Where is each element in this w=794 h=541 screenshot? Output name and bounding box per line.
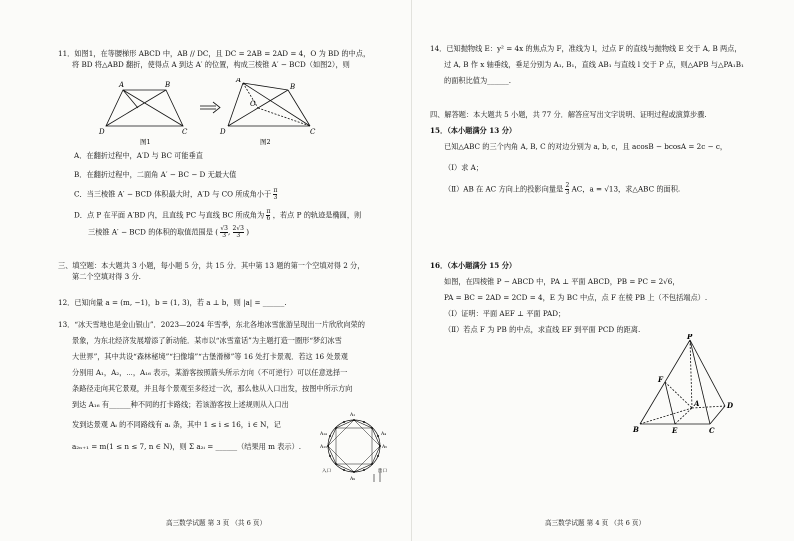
landmark-label-a1: A₁ [350, 413, 356, 418]
fig2-label-b: B [290, 83, 296, 91]
fig1-label-b: B [165, 81, 171, 89]
entrance-label: 入口 [322, 469, 331, 474]
q13-landmark-diagram [320, 408, 390, 486]
landmark-label-a14: A₁₄ [320, 432, 327, 437]
q15-header: 15．（本小题满分 13 分） [430, 126, 517, 135]
section-3 [58, 260, 364, 282]
q15-part1: （Ⅰ）求 A； [444, 163, 484, 172]
q11-option-c-text: C．当三棱锥 A′ − BCD 体积最大时，A′D 与 CO 所成角小于 [74, 189, 272, 199]
q16-line1: 如图，在四棱锥 P − ABCD 中，PA ⊥ 平面 ABCD，PB = PC = 2√6， [444, 277, 680, 286]
q11-option-b: B．在翻折过程中，二面角 A′ − BC − D 无最大值 [74, 170, 237, 179]
q11-options [58, 150, 361, 239]
fig2-caption: 图2 [260, 138, 271, 146]
q13-line4: 分别用 A₁，A₂，⋯，A₁₆ 表示，某游客按照箭头所示方向（不可逆行）可以任意选择一 [72, 368, 348, 377]
q11-option-d [58, 209, 361, 222]
question-15 [430, 125, 727, 196]
exit-label: 出口 [378, 469, 387, 474]
q11-figures [98, 78, 338, 150]
q16-header: 16．（本小题满分 15 分） [430, 261, 517, 270]
range-upper-fraction: $\frac{2√3}{3}$ [232, 225, 244, 239]
question-14 [430, 43, 744, 86]
q15-part2: （Ⅱ）AB 在 AC 方向上的投影向量是 $\frac{2}{3}$ AC，a = √13，求△ABC 的面积. [444, 182, 681, 196]
pyramid-label-p: P [687, 334, 693, 341]
fig2-label-c: C [310, 128, 316, 136]
fig1-label-d: D [99, 128, 105, 136]
pyramid-label-c: C [709, 426, 715, 434]
range-lower-fraction: $\frac{√3}{3}$ [220, 225, 228, 239]
q16-line2: PA = BC = 2AD = 2CD = 4，E 为 BC 中点，点 F 在棱 PB 上（不包括端点）. [444, 293, 708, 302]
fig2-label-a-prime: A′ [236, 78, 243, 84]
arrow-icon [200, 102, 220, 113]
page-fold [411, 0, 412, 541]
q11-option-a: A．在翻折过程中，A′D 与 BC 可能垂直 [74, 151, 203, 160]
q13-line1: 13．“冰天雪地也是金山银山”．2023—2024 年雪季，东北各地冰雪旅游呈现出一片欣欣向荣的 [58, 320, 365, 329]
section-3-line2: 第二个空填对得 3 分. [72, 272, 141, 281]
q16-part2: （Ⅱ）若点 F 为 PB 的中点，求直线 EF 到平面 PCD 的距离. [444, 325, 641, 334]
fig1-label-c: C [182, 128, 188, 136]
q11-option-d-text: D．点 P 在平面 A′BD 内，且直线 PC 与直线 BC 所成角为 [74, 210, 265, 220]
q13-line7: 发到达景观 Aᵢ 的不同路线有 aᵢ 条，其中 1 ≤ i ≤ 16，i ∈ N，记 [72, 420, 281, 429]
q15-fraction: $\frac{2}{3}$ [565, 182, 570, 196]
fig2-label-d: D [220, 128, 226, 136]
q14-line2: 过 A, B 作 x 轴垂线，垂足分别为 A₁, B₁，直线 AB₁ 与直线 l 交于 P 点，则△APB 与△PA₁B₁ [444, 60, 744, 69]
landmark-dots [327, 419, 381, 473]
q12-text: 12．已知向量 a = (m, −1)，b = (1, 3)，若 a ⊥ b，则 |a| = ______. [58, 298, 287, 307]
q13-line6: 到达 A₁₆ 有______种不同的打卡路线；若该游客按上述规则从入口出 [72, 400, 289, 409]
section-3-line1: 三、填空题：本大题共 3 小题，每小题 5 分，共 15 分．其中第 13 题的第一个空填对得 2 分， [58, 261, 365, 270]
pyramid-label-b: B [633, 425, 639, 434]
section-4 [430, 109, 707, 120]
landmark-label-a13: A₁₃ [320, 445, 327, 450]
q11-option-d-text-post: ，若点 P 的轨迹是椭圆，则 [272, 210, 362, 220]
question-16 [430, 260, 707, 335]
q14-line1: 14．已知抛物线 E：y² = 4x 的焦点为 F，准线为 l，过点 F 的直线与抛物线 E 交于 A, B 两点， [430, 44, 742, 53]
figure-1-trapezoid [106, 90, 183, 126]
q11-line1: 11．如图1，在等腰梯形 ABCD 中，AB // DC，且 DC = 2AB = 2AD = 4，O 为 BD 的中点， [58, 49, 371, 58]
q14-line3: 的面积比值为______. [444, 76, 511, 85]
q16-pyramid-figure [630, 334, 740, 434]
landmark-label-a4: A₄ [381, 432, 387, 437]
q11-option-c-fraction: $\frac{\pi}{3}$ [273, 187, 278, 201]
q16-part1: （Ⅰ）证明：平面 AEF ⊥ 平面 PAD； [444, 309, 566, 318]
fig1-caption: 图1 [140, 138, 151, 146]
q11-option-d-line2: 三棱锥 A′ − BCD 的体积的取值范围是 ( $\frac{√3}{3}$ , $\frac{2√3}{3}$ ) [88, 225, 250, 239]
question-11 [58, 48, 370, 70]
q13-line3: 大世界”，其中共设“森林秘境”“扫像墙”“古堡滑梯”等 16 处打卡景观．若这 16 处景观 [72, 352, 348, 361]
q13-line2: 景象，为东北经济发展增添了新动能．某市以“冰雪童话”为主题打造一圈形“梦幻冰雪 [72, 336, 342, 345]
pyramid-label-d: D [727, 401, 734, 410]
fig1-label-a: A [119, 81, 125, 89]
q11-option-d-fraction: $\frac{\pi}{6}$ [266, 208, 271, 222]
q11-line2: 将 BD 将△ABD 翻折，使得点 A 到达 A′ 的位置，构成三棱锥 A′ − BCD（如图2），则 [72, 60, 350, 69]
landmark-label-a5: A₅ [382, 445, 388, 450]
pyramid-edges [640, 340, 725, 424]
figure-2-pyramid [228, 83, 310, 126]
pyramid-label-a: A [694, 399, 700, 408]
pyramid-label-f: F [658, 375, 663, 384]
pyramid-label-e: E [672, 426, 678, 434]
q13-line5: 条路径走向其它景观，并且每个景观至多经过一次，那么他从入口出发，按图中所示方向 [72, 384, 353, 393]
fig2-label-o: O [250, 100, 256, 108]
q13-line8: a₂ₙ₊₁ = m(1 ≤ n ≤ 7, n ∈ N)，则 Σ a₂ᵢ = ______（结果用 m 表示）. [72, 442, 302, 451]
landmark-label-a9: A₉ [350, 477, 356, 482]
question-12 [58, 297, 287, 308]
q15-stem: 已知△ABC 的三个内角 A, B, C 的对边分别为 a, b, c，且 acosB − bcosA = 2c − c， [444, 142, 728, 151]
question-13 [58, 319, 365, 452]
q11-option-c [58, 188, 361, 201]
page-3 [58, 38, 403, 527]
page-3-footer: 高三数学试题 第 3 页 （共 6 页） [166, 519, 267, 527]
page-4-footer: 高三数学试题 第 4 页 （共 6 页） [545, 519, 646, 527]
section-4-text: 四、解答题：本大题共 5 小题，共 77 分．解答应写出文字说明、证明过程或演算步骤. [430, 110, 707, 119]
page-4 [430, 38, 760, 527]
